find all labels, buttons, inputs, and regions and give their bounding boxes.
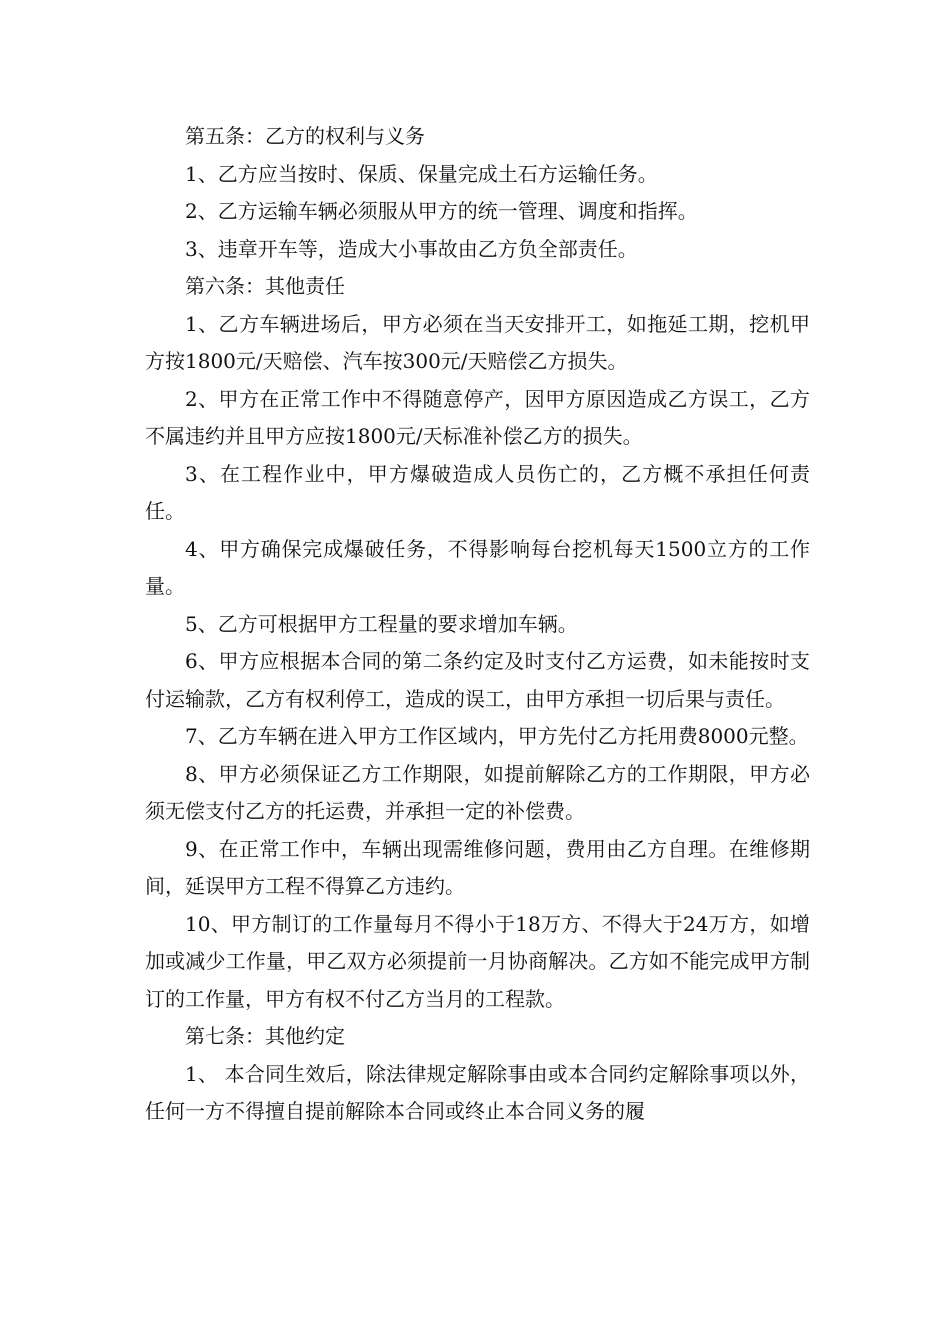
paragraph: 7、乙方车辆在进入甲方工作区域内，甲方先付乙方托用费8000元整。 [185,724,809,748]
contract-body [145,118,810,1131]
paragraph: 8、甲方必须保证乙方工作期限，如提前解除乙方的工作期限，甲方必须无偿支付乙方的托运费，并承担一定的补偿费。 [145,761,810,823]
paragraph: 1、乙方应当按时、保质、保量完成土石方运输任务。 [185,161,658,186]
section-7-heading: 第七条：其他约定 [185,1024,345,1048]
section-6-heading: 第六条：其他责任 [185,274,345,298]
paragraph: 3、在工程作业中，甲方爆破造成人员伤亡的，乙方概不承担任何责任。 [145,461,810,523]
paragraph: 9、在正常工作中，车辆出现需维修问题，费用由乙方自理。在维修期间，延误甲方工程不得算乙方违约。 [145,836,810,898]
paragraph: 1、 本合同生效后，除法律规定解除事由或本合同约定解除事项以外，任何一方不得擅自提前解除本合同或终止本合同义务的履 [145,1061,810,1123]
section-5-heading: 第五条：乙方的权利与义务 [185,124,425,148]
paragraph: 5、乙方可根据甲方工程量的要求增加车辆。 [185,611,578,636]
paragraph: 6、甲方应根据本合同的第二条约定及时支付乙方运费，如未能按时支付运输款，乙方有权利停工，造成的误工，由甲方承担一切后果与责任。 [145,649,810,711]
paragraph: 2、甲方在正常工作中不得随意停产，因甲方原因造成乙方误工，乙方不属违约并且甲方应按1800元/天标准补偿乙方的损失。 [145,386,810,448]
paragraph: 2、乙方运输车辆必须服从甲方的统一管理、调度和指挥。 [185,199,698,223]
paragraph: 1、乙方车辆进场后，甲方必须在当天安排开工，如拖延工期，挖机甲方按1800元/天赔偿、汽车按300元/天赔偿乙方损失。 [145,311,810,373]
paragraph: 10、甲方制订的工作量每月不得小于18万方、不得大于24万方，如增加或减少工作量，甲乙双方必须提前一月协商解决。乙方如不能完成甲方制订的工作量，甲方有权不付乙方当月的工程款。 [145,911,810,1011]
paragraph: 3、违章开车等，造成大小事故由乙方负全部责任。 [185,236,638,261]
paragraph: 4、甲方确保完成爆破任务，不得影响每台挖机每天1500立方的工作量。 [145,536,810,598]
